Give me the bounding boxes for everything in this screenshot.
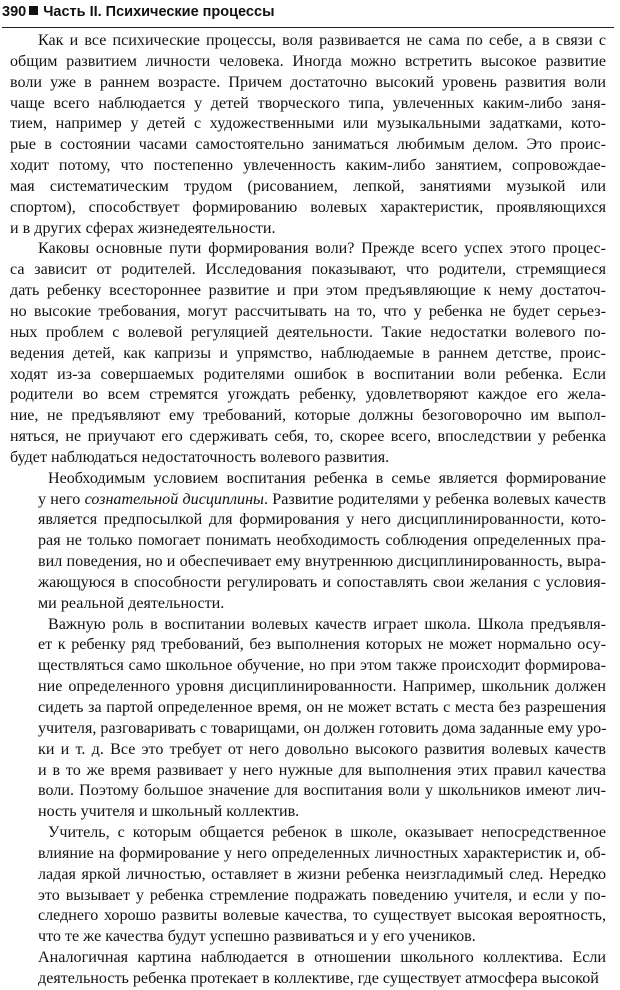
text-line: ществляться само школьное обучение, но при этом также происходит формирова- xyxy=(38,657,606,675)
paragraph xyxy=(38,823,606,948)
text-line: учителя, разговаривать с товарищами, он должен готовить дома заданные ему уро- xyxy=(38,719,607,737)
text-line: ние определенного уровня дисциплинированности. Например, школьник должен xyxy=(38,678,606,696)
text-line: дать ребенку всестороннее развитие и при этом предъявляющие к нему достаточ- xyxy=(10,282,606,300)
text-line: общим развитием личности человека. Иногда можно встретить высокое развитие xyxy=(10,52,606,70)
paragraph xyxy=(10,239,606,468)
paragraph xyxy=(38,615,606,823)
text-line: Как и все психические процессы, воля развивается не сама по себе, а в связи с xyxy=(38,32,606,49)
text-line: ведения детей, как капризы и упрямство, наблюдаемые в раннем детстве, проис- xyxy=(10,344,606,362)
text-line: тием, например у детей с художественными или музыкальными задатками, кото- xyxy=(10,115,606,133)
text-line: ных проблем с волевой регуляцией деятельности. Такие недостатки волевого по- xyxy=(10,323,606,341)
text-line: жающуюся в способности регулировать и сопоставлять свои желания с условия- xyxy=(38,573,606,591)
text-line: у него сознательной дисциплины. Развитие родителями у ребенка волевых качеств xyxy=(38,490,606,508)
text-line: является предпосылкой для формирования у него дисциплинированности, кото- xyxy=(38,511,606,529)
running-header xyxy=(2,1,614,28)
paragraph xyxy=(38,469,606,615)
square-bullet-icon xyxy=(29,6,38,15)
text-line: ние, не предъявляют ему требований, которые должны безоговорочно им выпол- xyxy=(10,407,606,425)
text-line: ность учителя и школьный коллектив. xyxy=(38,803,300,821)
text-line: следнего хорошо развиты волевые качества, то существует высокая вероятность, xyxy=(38,907,606,925)
section-title: Часть II. Психические процессы xyxy=(43,4,275,20)
text-line: будет наблюдаться недостаточность волевого развития. xyxy=(10,448,390,466)
text-line: это вызывает у ребенка стремление подражать поведению учителя, и если у по- xyxy=(38,886,606,904)
body-text xyxy=(10,31,607,990)
text-line: и в то же время развивает у него нужные для выполнения этих правил качества xyxy=(38,761,606,779)
text-line: ходят из-за совершаемых родителями ошибок в воспитании воли ребенка. Если xyxy=(10,365,606,383)
paragraph xyxy=(10,31,606,239)
text-line: вил поведения, но и обеспечивает ему внутреннюю дисциплинированность, выра- xyxy=(38,553,606,571)
text-line: деятельность ребенка протекает в коллективе, где существует атмосфера высокой xyxy=(38,969,599,987)
text-line: ми реальной деятельности. xyxy=(38,594,225,612)
text-line: спортом), способствует формированию волевых характеристик, проявляющихся xyxy=(10,198,606,216)
text-line: ки и т. д. Все это требует от него довольно высокого развития волевых качеств xyxy=(38,740,606,758)
paragraph xyxy=(38,948,606,990)
text-line: ходит потому, что постепенно увлеченность каким-либо занятием, сопровождае- xyxy=(10,157,606,175)
text-line: рые в состоянии часами самостоятельно заниматься любимым делом. Это проис- xyxy=(10,136,606,154)
text-line: Необходимым условием воспитания ребенка в семье является формирование xyxy=(48,469,606,487)
text-line: воли уже в раннем возрасте. Причем достаточно высокий уровень развития воли xyxy=(10,73,606,91)
page-number: 390 xyxy=(2,4,27,20)
text-line: няться, не приучают его сдерживать себя, то, скорее всего, впоследствии у ребенка xyxy=(10,428,606,446)
text-line: рая не только помогает понимать необходимость соблюдения определенных пра- xyxy=(38,532,606,550)
text-line: но высокие требования, могут рассчитывать на то, что у ребенка не будет серьез- xyxy=(10,302,606,320)
text-line: са зависит от родителей. Исследования показывают, что родители, стремящиеся xyxy=(10,261,606,279)
text-line: мая систематическим трудом (рисованием, лепкой, занятиями музыкой или xyxy=(10,177,606,195)
text-line: чаще всего наблюдается у детей творческого типа, увлеченных каким-либо заня- xyxy=(10,94,606,112)
text-line: что те же качества будут успешно развиваться и у его учеников. xyxy=(38,928,476,946)
text-line: воли. Поэтому большое значение для воспитания воли у школьников имеют лич- xyxy=(38,782,606,800)
text-line: ладая яркой личностью, оставляет в жизни ребенка неизгладимый след. Нередко xyxy=(38,865,606,883)
text-line: Важную роль в воспитании волевых качеств играет школа. Школа предъявля- xyxy=(48,615,606,633)
text-line: ет к ребенку ряд требований, без выполнения которых не может нормально осу- xyxy=(38,636,606,654)
text-line: сидеть за партой определенное время, он не может встать с места без разрешения xyxy=(38,699,606,716)
text-line: влияние на формирование у него определенных личностных характеристик и, об- xyxy=(38,844,606,862)
text-line: Аналогичная картина наблюдается в отношении школьного коллектива. Если xyxy=(38,949,606,967)
text-line: Каковы основные пути формирования воли? Прежде всего успех этого процес- xyxy=(38,240,606,258)
text-line: Учитель, с которым общается ребенок в школе, оказывает непосредственное xyxy=(48,824,606,842)
text-line: и в других сферах жизнедеятельности. xyxy=(10,219,276,237)
text-line: родители во всем стремятся угождать ребенку, удовлетворяют каждое его жела- xyxy=(10,386,606,404)
